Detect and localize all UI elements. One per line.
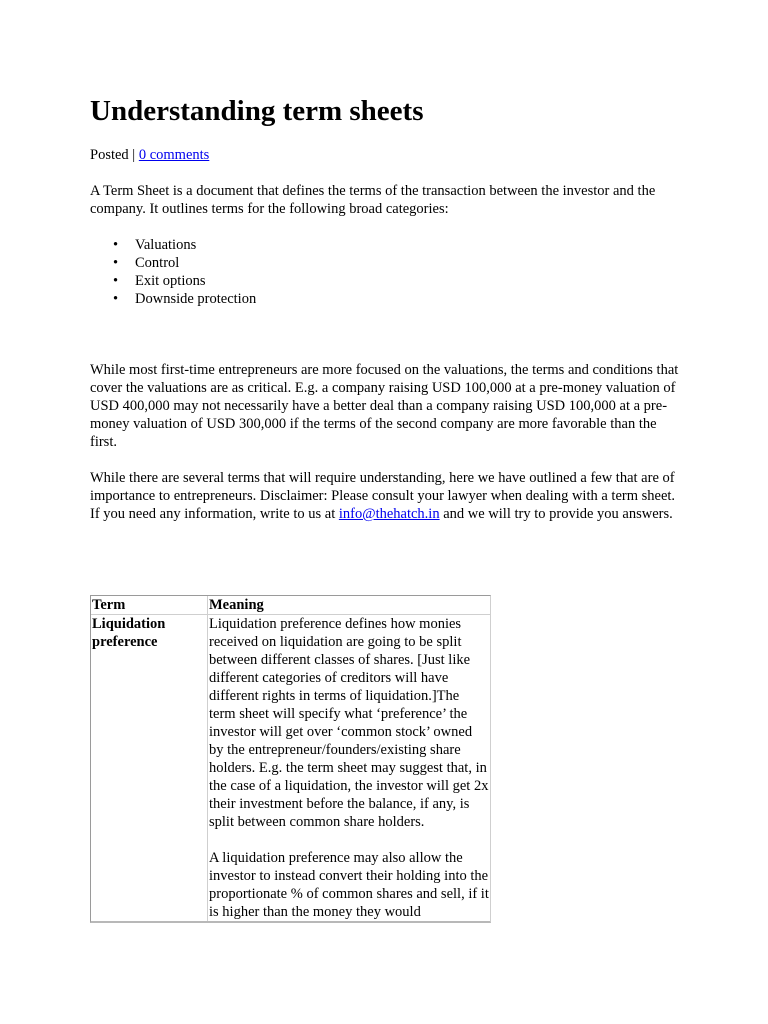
disclaimer-paragraph	[90, 469, 680, 523]
post-meta	[90, 146, 209, 164]
meta-separator: |	[132, 147, 136, 163]
page-title: Understanding term sheets	[90, 95, 424, 127]
comments-link[interactable]: 0 comments	[138, 147, 210, 163]
bullet-icon: •	[113, 237, 119, 253]
bullet-icon: •	[113, 291, 119, 307]
list-item	[90, 290, 256, 308]
valuation-paragraph: While most first-time entrepreneurs are more focused on the valuations, the terms and conditions that cover the valuations are as critical. E.g. a company raising USD 100,000 at a pre-money valuation of USD 400,000 may not necessarily have a better deal than a company raising USD 100,000 at a pre-money valuation of USD 300,000 if the terms of the second company are more favorable than the first.	[90, 362, 679, 450]
list-item-label: Control	[135, 255, 180, 271]
term-table	[90, 595, 491, 923]
bullet-icon: •	[113, 273, 119, 289]
meaning-paragraph: A liquidation preference may also allow the investor to instead convert their holding into the proportionate % of common shares and sell, if it is higher than the money they would	[209, 850, 489, 920]
bullet-icon: •	[113, 255, 119, 271]
email-link[interactable]: info@thehatch.in	[338, 506, 440, 522]
list-item-label: Downside protection	[135, 291, 257, 307]
list-item	[90, 236, 256, 254]
meaning-cell	[208, 615, 490, 921]
table-header-row	[91, 596, 490, 615]
disclaimer-text-end: and we will try to provide you answers.	[439, 506, 673, 522]
column-header-meaning: Meaning	[208, 596, 490, 615]
list-item-label: Valuations	[135, 237, 197, 253]
posted-label: Posted	[90, 147, 129, 163]
intro-paragraph: A Term Sheet is a document that defines the terms of the transaction between the investor and the company. It outlines terms for the following broad categories:	[90, 183, 656, 217]
list-item	[90, 272, 256, 290]
table-row	[91, 615, 490, 921]
list-item	[90, 254, 256, 272]
column-header-term: Term	[91, 596, 208, 615]
disclaimer-text: While there are several terms that will require understanding, here we have outlined a few that are of importance to entrepreneurs. Disclaimer: Please consult your lawyer when dealing with a term sheet. If you need any information, write to us at	[90, 470, 676, 522]
meaning-paragraph: Liquidation preference defines how monies received on liquidation are going to be split between different classes of shares. [Just like different categories of creditors will have different rights in terms of liquidation.]The term sheet will specify what ‘preference’ the investor will get over ‘common stock’ owned by the entrepreneur/founders/existing share holders. E.g. the term sheet may suggest that, in the case of a liquidation, the investor will get 2x their investment before the balance, if any, is split between common share holders.	[209, 616, 489, 830]
list-item-label: Exit options	[135, 273, 206, 289]
category-list	[90, 236, 256, 308]
term-cell: Liquidation preference	[91, 615, 208, 921]
